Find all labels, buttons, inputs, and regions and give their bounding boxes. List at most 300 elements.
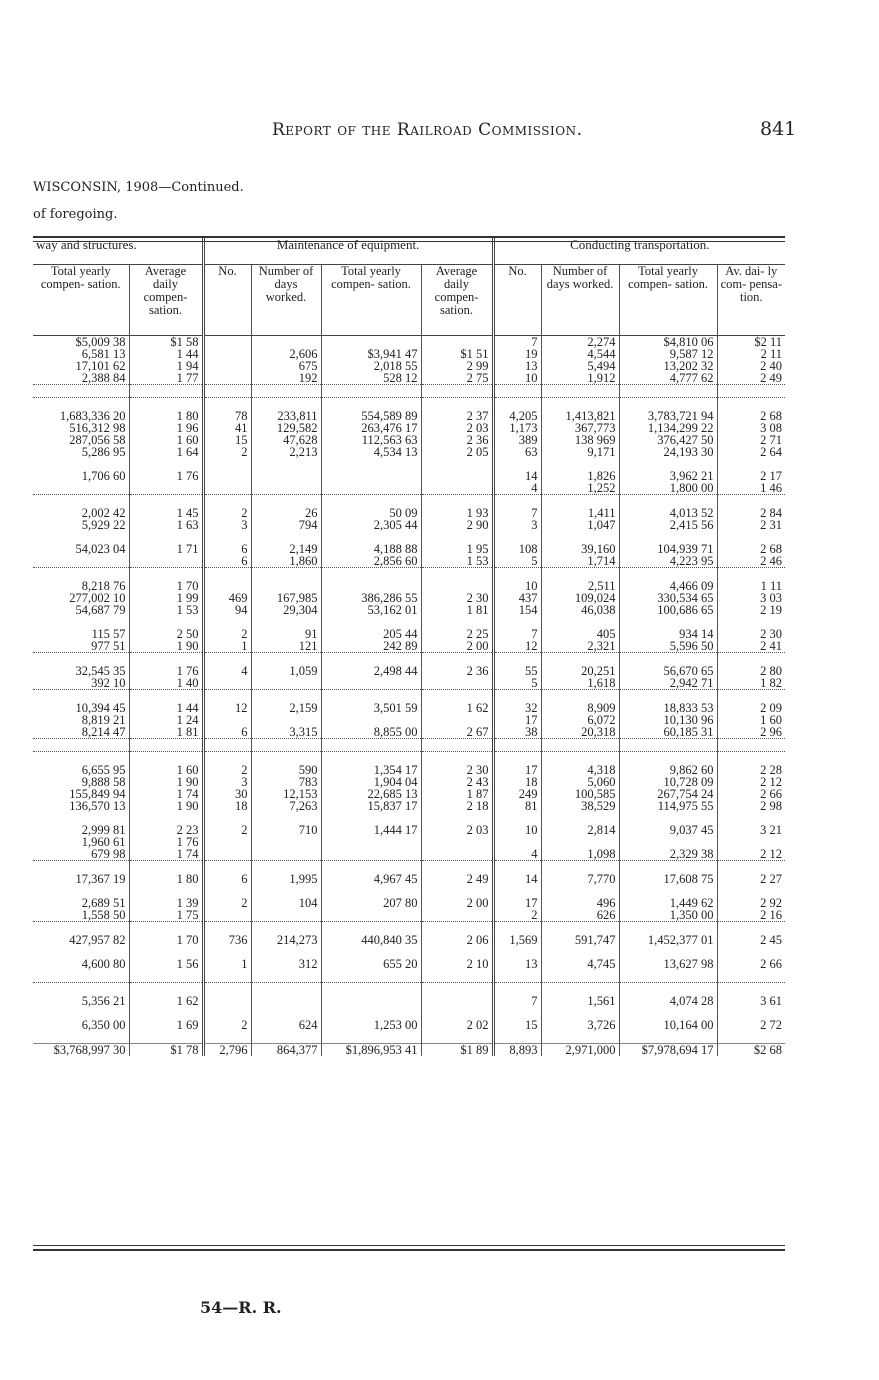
table-cell: 1 90 bbox=[129, 776, 203, 788]
row-gap bbox=[33, 1031, 785, 1044]
table-cell: 1 87 bbox=[421, 788, 493, 800]
col-e-days: Number of days worked. bbox=[251, 265, 321, 336]
table-cell: 4,534 13 bbox=[321, 446, 421, 458]
table-row bbox=[33, 677, 785, 690]
table-cell: 6,581 13 bbox=[81, 347, 126, 361]
table-cell: 1,354 17 bbox=[321, 764, 421, 776]
table-cell: 9,862 60 bbox=[619, 764, 717, 776]
page-number: 841 bbox=[760, 118, 797, 140]
table-cell bbox=[251, 848, 321, 861]
table-cell bbox=[129, 385, 203, 398]
table-cell: 53,162 01 bbox=[321, 604, 421, 616]
table-cell: 12,153 bbox=[251, 788, 321, 800]
table-cell: 15 bbox=[203, 434, 251, 446]
table-cell: 1,252 bbox=[541, 482, 619, 495]
table-cell bbox=[421, 970, 493, 983]
table-cell bbox=[541, 385, 619, 398]
table-cell: 1 56 bbox=[129, 958, 203, 970]
table-cell: 2 68 bbox=[717, 543, 785, 555]
table-cell bbox=[203, 348, 251, 360]
table-cell: 2 80 bbox=[717, 665, 785, 677]
table-cell: 2 16 bbox=[717, 909, 785, 922]
table-cell bbox=[619, 970, 717, 983]
table-cell: 1,618 bbox=[541, 677, 619, 690]
table-row bbox=[33, 934, 785, 946]
table-cell: 6 bbox=[203, 543, 251, 555]
table-cell: 1 62 bbox=[129, 995, 203, 1007]
table-cell: 4,188 88 bbox=[321, 543, 421, 555]
totals-row bbox=[33, 1044, 785, 1057]
table-cell: 8,218 76 bbox=[81, 579, 126, 593]
table-cell: 10,394 45 bbox=[75, 701, 126, 715]
table-cell: 2 46 bbox=[717, 555, 785, 568]
table-cell: 1,413,821 bbox=[541, 410, 619, 422]
total-cell: 8,893 bbox=[493, 1044, 541, 1057]
table-cell bbox=[619, 385, 717, 398]
table-cell: 2 90 bbox=[421, 519, 493, 531]
table-cell: 109,024 bbox=[541, 592, 619, 604]
table-cell: 1 96 bbox=[129, 422, 203, 434]
table-cell: 2 bbox=[203, 897, 251, 909]
table-cell: 3 61 bbox=[717, 995, 785, 1007]
table-cell: 1 75 bbox=[129, 909, 203, 922]
table-cell: 2,415 56 bbox=[619, 519, 717, 531]
table-cell: 783 bbox=[251, 776, 321, 788]
table-cell: 9,888 58 bbox=[81, 775, 126, 789]
col-t-days: Number of days worked. bbox=[541, 265, 619, 336]
table-cell: 17,101 62 bbox=[75, 359, 126, 373]
table-cell: 104 bbox=[251, 897, 321, 909]
table-cell: 2 28 bbox=[717, 764, 785, 776]
table-cell bbox=[321, 909, 421, 922]
table-cell: 1 71 bbox=[129, 543, 203, 555]
table-cell: 54,687 79 bbox=[75, 603, 126, 617]
table-row bbox=[33, 519, 785, 531]
table-cell bbox=[33, 970, 129, 983]
table-cell: 1 bbox=[203, 958, 251, 970]
col-w-avg: Average daily compen- sation. bbox=[129, 265, 203, 336]
table-cell: 2,305 44 bbox=[321, 519, 421, 531]
table-cell: 2 30 bbox=[421, 592, 493, 604]
table-cell: 13,627 98 bbox=[619, 958, 717, 970]
table-cell: 91 bbox=[251, 628, 321, 640]
table-cell: 2 18 bbox=[421, 800, 493, 812]
table-cell: 154 bbox=[493, 604, 541, 616]
table-cell: 207 80 bbox=[321, 897, 421, 909]
table-cell: 3 03 bbox=[717, 592, 785, 604]
table-cell: 60,185 31 bbox=[619, 726, 717, 739]
table-cell: 2 99 bbox=[421, 360, 493, 372]
table-row bbox=[33, 372, 785, 385]
table-cell: 1,173 bbox=[493, 422, 541, 434]
table-cell: 2 66 bbox=[717, 788, 785, 800]
table-cell: 4,544 bbox=[541, 348, 619, 360]
table-cell: 2 37 bbox=[421, 410, 493, 422]
table-cell bbox=[251, 995, 321, 1007]
table-cell: 3 08 bbox=[717, 422, 785, 434]
table-cell: 2 84 bbox=[717, 507, 785, 519]
table-cell: 3,501 59 bbox=[321, 702, 421, 714]
table-cell: 2 30 bbox=[421, 764, 493, 776]
table-cell: 10 bbox=[493, 824, 541, 836]
table-cell: 934 14 bbox=[619, 628, 717, 640]
table-cell: 54,023 04 bbox=[75, 542, 126, 556]
state-heading: WISCONSIN, 1908—Continued. bbox=[33, 180, 244, 195]
table-cell bbox=[33, 739, 129, 752]
table-cell: 2 10 bbox=[421, 958, 493, 970]
table-cell: 10,728 09 bbox=[619, 776, 717, 788]
table-cell: 1 70 bbox=[129, 934, 203, 946]
table-cell: 192 bbox=[251, 372, 321, 385]
group-transport: Conducting transportation. bbox=[493, 238, 785, 265]
table-cell: 9,037 45 bbox=[619, 824, 717, 836]
table-cell: 710 bbox=[251, 824, 321, 836]
table-cell: 7 bbox=[493, 336, 541, 349]
table-cell: 12 bbox=[203, 702, 251, 714]
table-cell: 277,002 10 bbox=[69, 591, 126, 605]
table-cell: 100,686 65 bbox=[619, 604, 717, 616]
col-t-no: No. bbox=[493, 265, 541, 336]
table-cell: 4,466 09 bbox=[619, 580, 717, 592]
table-cell: 1,800 00 bbox=[619, 482, 717, 495]
table-cell: 15 bbox=[493, 1019, 541, 1031]
table-cell: 2 50 bbox=[129, 628, 203, 640]
table-cell: 17 bbox=[493, 714, 541, 726]
table-cell: 2 75 bbox=[421, 372, 493, 385]
table-cell: 7 bbox=[493, 507, 541, 519]
table-cell: 2 02 bbox=[421, 1019, 493, 1031]
table-cell bbox=[421, 739, 493, 752]
table-row bbox=[33, 848, 785, 861]
table-cell: 3,315 bbox=[251, 726, 321, 739]
running-title: Report of the Railroad Commission. bbox=[272, 120, 583, 140]
table-cell: 1,826 bbox=[541, 470, 619, 482]
table-cell: 1 44 bbox=[129, 348, 203, 360]
table-cell: 1 95 bbox=[421, 543, 493, 555]
table-cell: 2 17 bbox=[717, 470, 785, 482]
table-cell bbox=[421, 482, 493, 495]
subheading: of foregoing. bbox=[33, 207, 118, 222]
table-cell: 2 71 bbox=[717, 434, 785, 446]
table-cell: 312 bbox=[251, 958, 321, 970]
table-cell: 2 bbox=[203, 824, 251, 836]
table-cell: 10,130 96 bbox=[619, 714, 717, 726]
table-cell: 1,411 bbox=[541, 507, 619, 519]
table-cell: 17,608 75 bbox=[619, 873, 717, 885]
table-cell: 249 bbox=[493, 788, 541, 800]
table-cell bbox=[129, 970, 203, 983]
table-cell: 2 45 bbox=[717, 934, 785, 946]
table-cell: 2 40 bbox=[717, 360, 785, 372]
table-cell: 330,534 65 bbox=[619, 592, 717, 604]
table-cell: 2,329 38 bbox=[619, 848, 717, 861]
table-cell: 1 76 bbox=[129, 836, 203, 848]
table-cell: 2 12 bbox=[717, 848, 785, 861]
table-cell bbox=[717, 385, 785, 398]
table-cell bbox=[321, 385, 421, 398]
total-cell: $1 78 bbox=[129, 1044, 203, 1057]
table-cell: 528 12 bbox=[321, 372, 421, 385]
table-cell: 1 70 bbox=[129, 580, 203, 592]
table-cell: 590 bbox=[251, 764, 321, 776]
table-cell: 1 62 bbox=[421, 702, 493, 714]
table-cell: 1,047 bbox=[541, 519, 619, 531]
table-cell: 13 bbox=[493, 958, 541, 970]
table-cell bbox=[251, 836, 321, 848]
table-cell: 4,205 bbox=[493, 410, 541, 422]
table-cell: 2 96 bbox=[717, 726, 785, 739]
table-cell: 1 44 bbox=[129, 702, 203, 714]
table-cell: 2 bbox=[203, 1019, 251, 1031]
table-cell bbox=[251, 739, 321, 752]
table-cell: 1 46 bbox=[717, 482, 785, 495]
table-cell: 675 bbox=[251, 360, 321, 372]
table-cell: 2 bbox=[203, 507, 251, 519]
table-cell: 794 bbox=[251, 519, 321, 531]
table-cell: 7 bbox=[493, 995, 541, 1007]
table-cell bbox=[203, 995, 251, 1007]
table-cell: 2 41 bbox=[717, 640, 785, 653]
table-cell bbox=[321, 739, 421, 752]
table-cell: 155,849 94 bbox=[69, 787, 126, 801]
total-cell: $3,768,997 30 bbox=[33, 1044, 129, 1057]
table-cell: 2 98 bbox=[717, 800, 785, 812]
table-cell: 2 27 bbox=[717, 873, 785, 885]
table-cell: 367,773 bbox=[541, 422, 619, 434]
table-cell: 6 bbox=[203, 873, 251, 885]
table-cell: 129,582 bbox=[251, 422, 321, 434]
table-cell: 17 bbox=[493, 764, 541, 776]
table-row bbox=[33, 873, 785, 885]
table-cell bbox=[33, 555, 129, 568]
table-cell: 8,909 bbox=[541, 702, 619, 714]
group-equipment: Maintenance of equipment. bbox=[203, 238, 493, 265]
table-cell: 13,202 32 bbox=[619, 360, 717, 372]
table-row bbox=[33, 970, 785, 983]
table-row bbox=[33, 726, 785, 739]
table-cell: 46,038 bbox=[541, 604, 619, 616]
table-cell: 386,286 55 bbox=[321, 592, 421, 604]
table-cell: 1,134,299 22 bbox=[619, 422, 717, 434]
table-cell: 242 89 bbox=[321, 640, 421, 653]
table-cell: 3 bbox=[203, 519, 251, 531]
table-cell: 1 80 bbox=[129, 873, 203, 885]
table-cell: 18 bbox=[203, 800, 251, 812]
table-cell bbox=[421, 836, 493, 848]
table-cell: 4,745 bbox=[541, 958, 619, 970]
table-cell: 427,957 82 bbox=[69, 933, 126, 947]
table-cell bbox=[203, 909, 251, 922]
table-cell: 2,274 bbox=[541, 336, 619, 349]
table-cell: 4 bbox=[203, 665, 251, 677]
table-cell: 1 81 bbox=[129, 726, 203, 739]
table-cell: 6 bbox=[203, 555, 251, 568]
table-cell: 100,585 bbox=[541, 788, 619, 800]
table-cell: 2 03 bbox=[421, 824, 493, 836]
table-cell: 1 24 bbox=[129, 714, 203, 726]
table-cell: $1 51 bbox=[421, 348, 493, 360]
table-cell: 2 bbox=[203, 628, 251, 640]
table-cell: 15,837 17 bbox=[321, 800, 421, 812]
table-cell: 2 72 bbox=[717, 1019, 785, 1031]
table-cell: 2,213 bbox=[251, 446, 321, 458]
table-cell: 1 39 bbox=[129, 897, 203, 909]
compensation-table bbox=[33, 238, 785, 1056]
table-cell: 78 bbox=[203, 410, 251, 422]
table-cell bbox=[251, 677, 321, 690]
table-cell bbox=[321, 970, 421, 983]
table-cell: 1 74 bbox=[129, 848, 203, 861]
total-cell: $2 68 bbox=[717, 1044, 785, 1057]
table-cell: 496 bbox=[541, 897, 619, 909]
table-cell: 2,321 bbox=[541, 640, 619, 653]
table-cell: 2 92 bbox=[717, 897, 785, 909]
table-cell: 5 bbox=[493, 677, 541, 690]
col-e-total: Total yearly compen- sation. bbox=[321, 265, 421, 336]
table-cell: 4,074 28 bbox=[619, 995, 717, 1007]
table-cell bbox=[129, 555, 203, 568]
table-cell: 2 64 bbox=[717, 446, 785, 458]
table-cell bbox=[33, 482, 129, 495]
table-cell: 8,819 21 bbox=[81, 713, 126, 727]
table-cell: 38 bbox=[493, 726, 541, 739]
table-cell bbox=[321, 848, 421, 861]
total-cell: $1 89 bbox=[421, 1044, 493, 1057]
table-cell: 1,904 04 bbox=[321, 776, 421, 788]
table-cell: 5 bbox=[493, 555, 541, 568]
table-cell: 1,995 bbox=[251, 873, 321, 885]
table-cell: 1,683,336 20 bbox=[59, 409, 126, 423]
table-cell: 7,770 bbox=[541, 873, 619, 885]
table-cell: 626 bbox=[541, 909, 619, 922]
table-cell: 1 76 bbox=[129, 665, 203, 677]
table-cell: 47,628 bbox=[251, 434, 321, 446]
table-cell: 2,498 44 bbox=[321, 665, 421, 677]
table-row bbox=[33, 739, 785, 752]
table-cell: 2,814 bbox=[541, 824, 619, 836]
table-cell: 2,002 42 bbox=[81, 506, 126, 520]
table-cell: 20,251 bbox=[541, 665, 619, 677]
table-row bbox=[33, 1019, 785, 1031]
table-cell bbox=[203, 482, 251, 495]
table-cell bbox=[129, 482, 203, 495]
table-cell: 5,060 bbox=[541, 776, 619, 788]
table-cell bbox=[717, 970, 785, 983]
table-cell: 1 60 bbox=[129, 434, 203, 446]
table-cell: 2 36 bbox=[421, 434, 493, 446]
table-cell: 2 36 bbox=[421, 665, 493, 677]
table-cell: 516,312 98 bbox=[69, 421, 126, 435]
table-cell bbox=[203, 360, 251, 372]
table-cell: 5,356 21 bbox=[81, 994, 126, 1008]
table-cell: 2 30 bbox=[717, 628, 785, 640]
table-cell: 4,318 bbox=[541, 764, 619, 776]
table-cell: 1 93 bbox=[421, 507, 493, 519]
table-cell: 2 09 bbox=[717, 702, 785, 714]
table-cell: 8,855 00 bbox=[321, 726, 421, 739]
table-cell: 233,811 bbox=[251, 410, 321, 422]
table-cell: 55 bbox=[493, 665, 541, 677]
table-cell: 2 49 bbox=[421, 873, 493, 885]
table-cell: 2 25 bbox=[421, 628, 493, 640]
table-cell: 3 21 bbox=[717, 824, 785, 836]
table-cell: 437 bbox=[493, 592, 541, 604]
table-cell bbox=[619, 739, 717, 752]
table-cell bbox=[321, 677, 421, 690]
table-cell: 5,286 95 bbox=[81, 445, 126, 459]
table-cell: 4 bbox=[493, 482, 541, 495]
table-cell: 4,967 45 bbox=[321, 873, 421, 885]
table-cell: 5,929 22 bbox=[81, 518, 126, 532]
total-cell: 2,971,000 bbox=[541, 1044, 619, 1057]
col-w-total: Total yearly compen- sation. bbox=[33, 265, 129, 336]
table-cell: 2 49 bbox=[717, 372, 785, 385]
table-cell: 2 03 bbox=[421, 422, 493, 434]
table-cell: 4,600 80 bbox=[81, 957, 126, 971]
table-cell: 1 53 bbox=[421, 555, 493, 568]
table-cell: 104,939 71 bbox=[619, 543, 717, 555]
col-e-no: No. bbox=[203, 265, 251, 336]
table-cell: 2,149 bbox=[251, 543, 321, 555]
table-cell bbox=[493, 385, 541, 398]
table-cell: 2,689 51 bbox=[81, 896, 126, 910]
table-cell bbox=[251, 482, 321, 495]
table-cell: 1,098 bbox=[541, 848, 619, 861]
table-cell: 1 11 bbox=[717, 580, 785, 592]
table-cell: 1,452,377 01 bbox=[619, 934, 717, 946]
table-cell: 1 74 bbox=[129, 788, 203, 800]
table-cell: 5,596 50 bbox=[619, 640, 717, 653]
table-cell: 9,587 12 bbox=[619, 348, 717, 360]
table-cell: 81 bbox=[493, 800, 541, 812]
table-cell: 440,840 35 bbox=[321, 934, 421, 946]
table-cell: 389 bbox=[493, 434, 541, 446]
table-cell: 2 bbox=[203, 764, 251, 776]
table-cell: 1 53 bbox=[129, 604, 203, 616]
table-body bbox=[33, 336, 785, 1057]
col-t-total: Total yearly compen- sation. bbox=[619, 265, 717, 336]
table-cell bbox=[541, 739, 619, 752]
table-cell: 38,529 bbox=[541, 800, 619, 812]
table-cell: 2,606 bbox=[251, 348, 321, 360]
table-cell: 3 bbox=[493, 519, 541, 531]
table-row bbox=[33, 824, 785, 836]
table-cell: 2 00 bbox=[421, 640, 493, 653]
table-cell: 3,726 bbox=[541, 1019, 619, 1031]
table-cell: 7 bbox=[493, 628, 541, 640]
table-cell bbox=[421, 385, 493, 398]
table-cell: 263,476 17 bbox=[321, 422, 421, 434]
table-cell: $2 11 bbox=[717, 336, 785, 349]
table-cell: 1,706 60 bbox=[81, 469, 126, 483]
table-cell bbox=[203, 385, 251, 398]
table-cell: 26 bbox=[251, 507, 321, 519]
table-cell bbox=[251, 909, 321, 922]
table-cell: 115 57 bbox=[91, 627, 126, 641]
table-cell bbox=[493, 970, 541, 983]
table-cell: 2 00 bbox=[421, 897, 493, 909]
table-cell: 1,569 bbox=[493, 934, 541, 946]
table-cell: 736 bbox=[203, 934, 251, 946]
table-cell bbox=[203, 372, 251, 385]
table-row bbox=[33, 385, 785, 398]
table-cell: 2 19 bbox=[717, 604, 785, 616]
table-cell: 1,350 00 bbox=[619, 909, 717, 922]
table-cell bbox=[203, 677, 251, 690]
table-cell: 2 23 bbox=[129, 824, 203, 836]
table-cell: 4,777 62 bbox=[619, 372, 717, 385]
table-cell: 56,670 65 bbox=[619, 665, 717, 677]
